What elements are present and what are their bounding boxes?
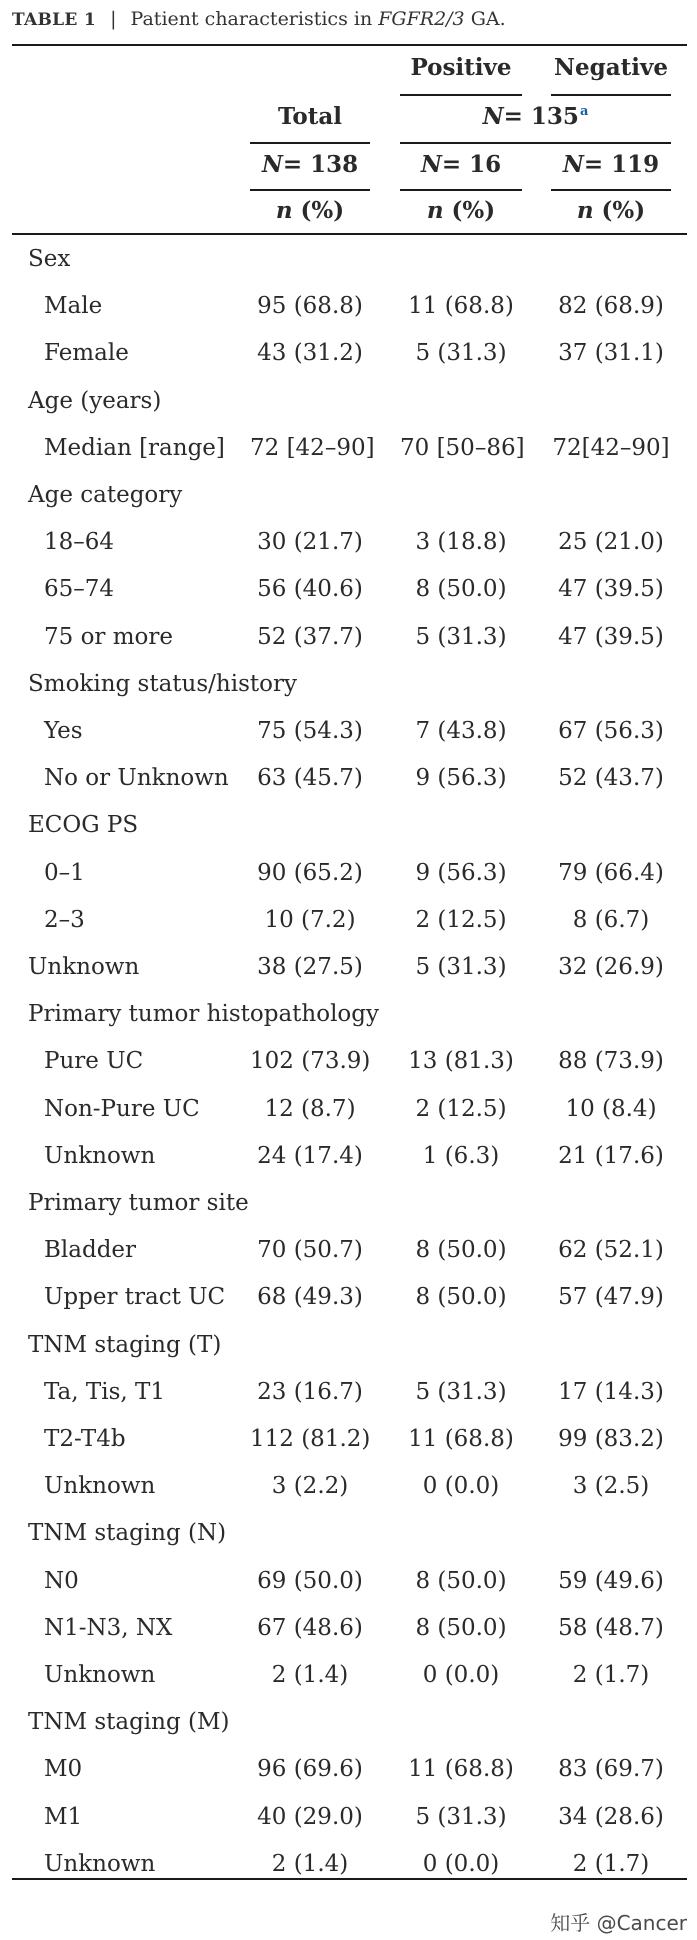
row-label: 0–1 [44,859,85,886]
table-row [0,1558,697,1605]
table-row [0,378,697,425]
cell-negative: 59 (49.6) [558,1567,664,1594]
cell-total: 3 (2.2) [271,1473,349,1500]
cell-total: 112 (81.2) [250,1426,371,1452]
header-positive: Positive [410,54,512,81]
row-label: Upper tract UC [44,1284,226,1311]
table-row [0,1086,697,1133]
cell-total: 30 (21.7) [257,529,363,556]
row-label: Primary tumor site [28,1190,249,1216]
table-row [0,1369,697,1416]
n-pct-symbol: n [576,197,594,224]
cell-negative: 25 (21.0) [558,529,664,556]
n-pct-symbol: n [426,197,444,224]
cell-positive: 5 (31.3) [415,1803,507,1830]
cell-total: 40 (29.0) [257,1803,363,1830]
cell-positive: 8 (50.0) [415,1614,507,1641]
cell-total: 95 (68.8) [257,293,363,320]
cell-negative: 2 (1.7) [572,1662,650,1688]
row-label: Unknown [44,1473,156,1500]
cell-positive: 11 (68.8) [408,1756,514,1783]
cell-positive: 5 (31.3) [415,1378,507,1405]
row-label: N0 [44,1567,79,1594]
cell-total: 43 (31.2) [257,340,363,367]
n-pct-suffix: (%) [443,197,496,224]
cell-total: 10 (7.2) [264,906,356,933]
row-label: Ta, Tis, T1 [44,1378,165,1405]
table-row [0,330,697,377]
negative-underline [551,94,671,96]
cell-positive: 7 (43.8) [415,718,507,744]
cell-positive: 8 (50.0) [415,1237,507,1264]
header-total: Total [277,103,343,130]
n-pct-symbol: n [275,197,293,224]
row-label: Female [44,340,129,367]
table-row [0,1322,697,1369]
watermark: 知乎 @Cancer [550,1911,687,1935]
cell-negative: 72[42–90] [552,434,670,461]
n-pct-suffix: (%) [593,197,646,224]
n-119-value: = 119 [583,151,660,178]
header-n-pct-negative [551,197,671,224]
table-row [0,519,697,566]
table-row [0,708,697,755]
cell-positive: 8 (50.0) [415,576,507,603]
cell-negative: 34 (28.6) [558,1803,664,1830]
table-row [0,1652,697,1699]
cell-positive: 8 (50.0) [415,1567,507,1594]
cell-total: 102 (73.9) [250,1048,371,1075]
table-row [0,802,697,849]
header-negative: Negative [553,54,668,81]
cell-total: 52 (37.7) [257,623,363,650]
table-row [0,1746,697,1793]
row-label: ECOG PS [28,812,139,839]
row-label: TNM staging (N) [28,1520,227,1547]
table-row [0,614,697,661]
table-row [0,1133,697,1180]
cell-negative: 32 (26.9) [558,954,664,980]
cell-positive: 5 (31.3) [415,340,507,367]
header-n-119 [551,151,671,178]
cell-negative: 21 (17.6) [558,1142,664,1169]
cell-total: 24 (17.4) [257,1142,363,1169]
cell-positive: 1 (6.3) [422,1142,500,1169]
caption-text-suffix: GA. [464,8,506,30]
n-119-symbol: N [562,151,584,178]
n-16-underline [400,189,522,191]
n-135-underline [400,142,671,144]
header-n-pct-total [250,197,370,224]
cell-positive: 11 (68.8) [408,1426,514,1452]
cell-negative: 52 (43.7) [558,765,664,792]
cell-positive: 2 (12.5) [415,906,507,933]
row-label: 75 or more [44,623,173,650]
cell-positive: 5 (31.3) [415,623,507,650]
cell-positive: 8 (50.0) [415,1284,507,1311]
cell-total: 63 (45.7) [257,765,363,792]
row-label: Bladder [44,1237,137,1264]
table-row [0,1416,697,1463]
row-label: 2–3 [44,906,85,933]
row-label: Primary tumor histopathology [28,1001,379,1028]
cell-negative: 79 (66.4) [558,859,664,886]
table-row [0,425,697,472]
table-top-rule [12,44,687,46]
header-n-pct-positive [400,197,522,224]
cell-positive: 11 (68.8) [408,293,514,320]
cell-positive: 0 (0.0) [422,1473,500,1500]
table-row [0,283,697,330]
row-label: M1 [44,1803,83,1830]
row-label: 18–64 [44,529,115,556]
table-row [0,1841,697,1888]
cell-negative: 99 (83.2) [558,1426,664,1452]
cell-negative: 58 (48.7) [558,1614,664,1641]
table-row [0,236,697,283]
cell-negative: 88 (73.9) [558,1048,664,1075]
n-16-value: = 16 [441,151,502,178]
cell-positive: 2 (12.5) [415,1095,507,1122]
cell-negative: 10 (8.4) [565,1095,657,1122]
cell-negative: 57 (47.9) [558,1284,664,1311]
n-138-value: = 138 [282,151,359,178]
table-row [0,991,697,1038]
cell-total: 72 [42–90] [250,434,375,461]
table-label: TABLE 1 [12,10,97,30]
cell-total: 69 (50.0) [257,1567,363,1594]
cell-positive: 9 (56.3) [415,859,507,886]
cell-positive: 70 [50–86] [400,434,525,461]
cell-negative: 37 (31.1) [558,340,664,367]
cell-total: 68 (49.3) [257,1284,363,1311]
n-138-symbol: N [261,151,283,178]
header-n-16 [400,151,522,178]
row-label: Unknown [44,1142,156,1169]
table-row [0,1699,697,1746]
positive-underline [400,94,522,96]
table-row [0,944,697,991]
n-138-underline [250,189,370,191]
row-label: TNM staging (M) [28,1709,230,1736]
table-row [0,1038,697,1085]
cell-negative: 8 (6.7) [572,906,650,933]
cell-positive: 3 (18.8) [415,529,507,556]
n-135-value: = 135 [503,103,579,130]
header-n-135 [400,103,671,130]
row-label: Yes [44,718,83,744]
cell-negative: 67 (56.3) [558,718,664,744]
total-underline [250,142,370,144]
cell-total: 12 (8.7) [264,1095,356,1122]
row-label: TNM staging (T) [28,1331,222,1358]
table-row [0,1510,697,1557]
cell-negative: 47 (39.5) [558,576,664,603]
table-row [0,1463,697,1510]
footnote-marker: a [579,104,589,120]
table-row [0,755,697,802]
cell-total: 90 (65.2) [257,859,363,886]
table-row [0,1180,697,1227]
row-label: Smoking status/history [28,670,297,697]
row-label: Unknown [44,1662,156,1688]
cell-positive: 0 (0.0) [422,1662,500,1688]
cell-total: 38 (27.5) [257,954,363,980]
cell-positive: 0 (0.0) [422,1850,500,1877]
header-n-138 [250,151,370,178]
cell-total: 23 (16.7) [257,1378,363,1405]
table-row [0,1794,697,1841]
cell-total: 2 (1.4) [271,1850,349,1877]
row-label: Age category [28,482,183,508]
table-row [0,472,697,519]
table-row [0,1274,697,1321]
table-row [0,1227,697,1274]
row-label: Sex [28,246,71,272]
cell-positive: 13 (81.3) [408,1048,514,1075]
cell-negative: 62 (52.1) [558,1237,664,1264]
cell-negative: 47 (39.5) [558,623,664,650]
cell-total: 96 (69.6) [257,1756,363,1783]
header-bottom-rule [12,233,687,235]
row-label: No or Unknown [44,765,229,792]
row-label: M0 [44,1756,83,1783]
row-label: 65–74 [44,576,115,603]
row-label: Median [range] [44,434,225,461]
cell-negative: 2 (1.7) [572,1850,650,1877]
cell-positive: 9 (56.3) [415,765,507,792]
row-label: Non-Pure UC [44,1095,200,1122]
row-label: Unknown [44,1850,156,1877]
cell-positive: 5 (31.3) [415,954,507,980]
cell-total: 2 (1.4) [271,1662,349,1688]
n-119-underline [551,189,671,191]
table-caption [12,8,506,30]
cell-negative: 17 (14.3) [558,1378,664,1405]
cell-negative: 82 (68.9) [558,293,664,320]
row-label: N1-N3, NX [44,1614,173,1641]
cell-negative: 83 (69.7) [558,1756,664,1783]
table-row [0,897,697,944]
row-label: Pure UC [44,1048,144,1075]
table-row [0,661,697,708]
cell-total: 70 (50.7) [257,1237,363,1264]
cell-negative: 3 (2.5) [572,1473,650,1500]
table-row [0,1605,697,1652]
row-label: Age (years) [28,387,162,414]
table-bottom-rule [12,1878,687,1880]
cell-total: 67 (48.6) [257,1614,363,1641]
n-16-symbol: N [420,151,442,178]
table-row [0,566,697,613]
row-label: Male [44,293,103,320]
n-pct-suffix: (%) [292,197,345,224]
caption-separator: | [110,8,117,30]
row-label: Unknown [28,954,140,980]
n-135-symbol: N [482,103,504,130]
caption-gene-name: FGFR2/3 [378,8,465,30]
cell-total: 75 (54.3) [257,718,363,744]
table-row [0,850,697,897]
row-label: T2-T4b [44,1426,126,1452]
caption-text-prefix: Patient characteristics in [130,8,379,30]
cell-total: 56 (40.6) [257,576,363,603]
